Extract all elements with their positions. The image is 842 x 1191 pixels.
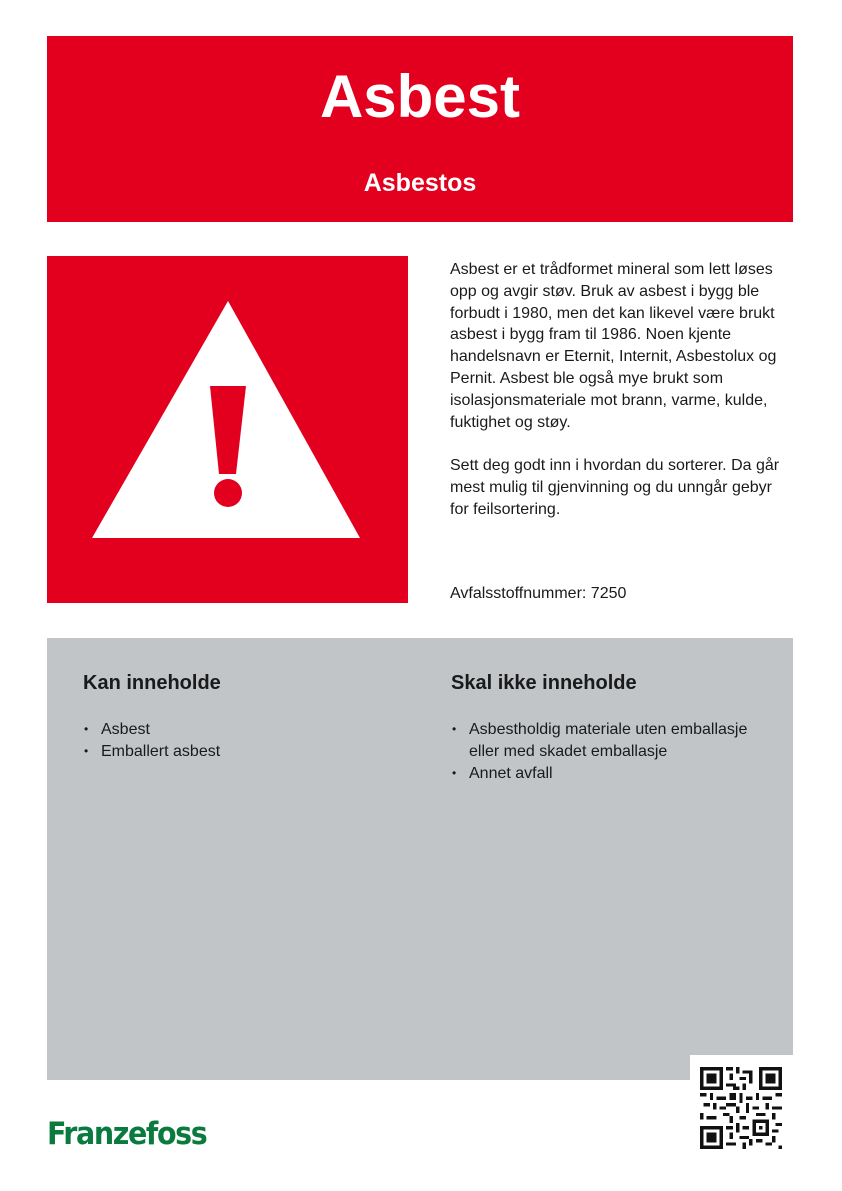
list-item: • Asbestholdig materiale uten emballasje eller med skadet emballasje (451, 719, 763, 763)
waste-number: Avfalsstoffnummer: 7250 (450, 585, 627, 602)
page-title: Asbest (319, 63, 521, 130)
description (450, 259, 795, 542)
must-not-contain-heading: Skal ikke inneholde (451, 672, 637, 694)
list-item: • Emballert asbest (83, 741, 403, 763)
must-not-contain-list (451, 719, 763, 784)
header-banner (47, 36, 793, 222)
qr-code-icon (700, 1067, 782, 1149)
description-paragraph: Asbest er et trådformet mineral som lett løses opp og avgir støv. Bruk av asbest i bygg ble forbudt i 1980, men det kan likevel være brukt asbest i bygg fram til 1986. Noen kjente handelsnavn er Eternit, Internit, Asbestolux og Pernit. Asbest ble også mye brukt som isolasjonsmateriale mot brann, varme, kulde, fuktighet og støy. (450, 261, 777, 431)
must-not-contain-section (451, 670, 763, 784)
can-contain-list (83, 719, 403, 763)
list-item: • Asbest (83, 719, 403, 741)
qr-code[interactable] (690, 1055, 793, 1155)
brand-logo: Franzefoss (47, 1116, 207, 1152)
can-contain-heading: Kan inneholde (83, 672, 221, 694)
warning-panel (47, 256, 408, 603)
content-panel (47, 638, 793, 1080)
page-subtitle: Asbestos (363, 169, 477, 197)
list-item: • Annet avfall (451, 763, 763, 785)
description-paragraph: Sett deg godt inn i hvordan du sorterer. Da går mest mulig til gjenvinning og du unngår gebyr for feilsortering. (450, 457, 780, 518)
warning-triangle-icon (47, 256, 408, 603)
can-contain-section (83, 670, 403, 763)
